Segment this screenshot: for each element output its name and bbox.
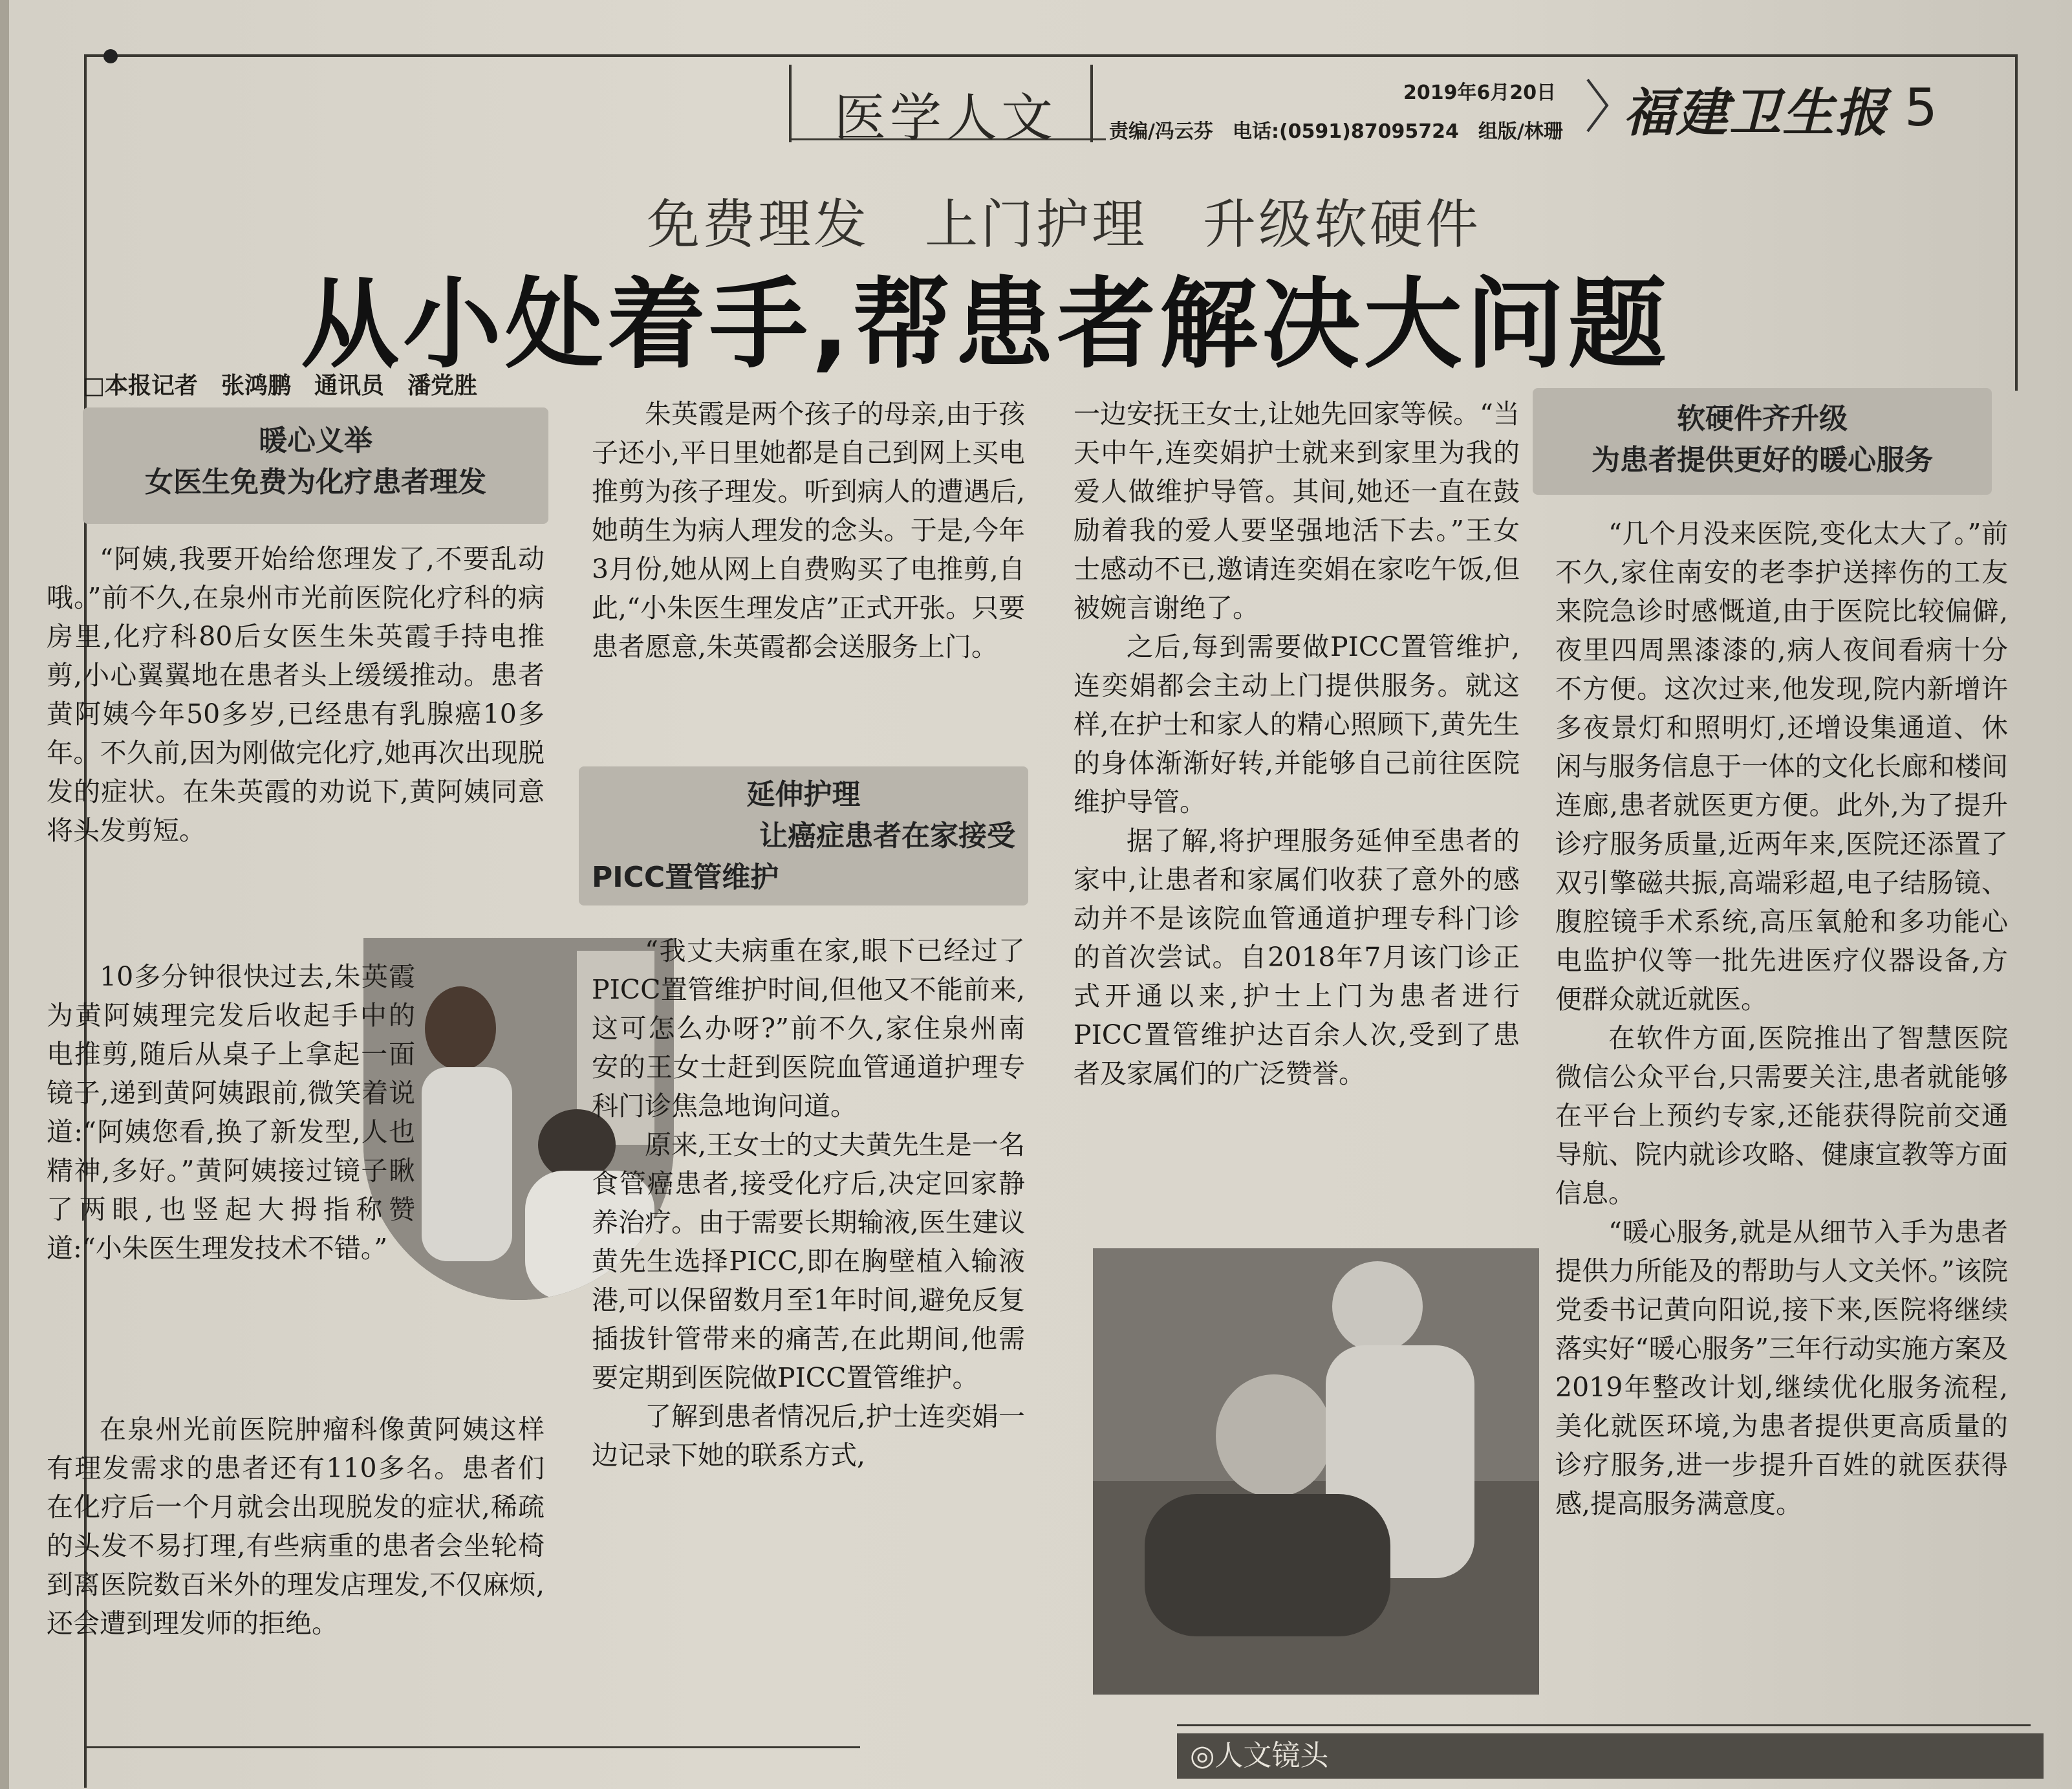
bottom-rule-right bbox=[1177, 1724, 2031, 1726]
column-1-wrap bbox=[47, 957, 415, 1268]
frame-right-line bbox=[2015, 54, 2018, 391]
subtitle-box-1 bbox=[83, 407, 548, 524]
nurse-photo-shapes bbox=[1093, 1248, 1539, 1695]
col3-paragraph-3: 据了解,将护理服务延伸至患者的家中,让患者和家属们收获了意外的感动并不是该院血管通道护理专科门诊的首次尝试。自2018年7月该门诊正式开通以来,护士上门为患者进行PICC置管维护达百余人次,受到了患者及家属们的广泛赞誉。 bbox=[1074, 825, 1520, 1089]
photo-nurse-home-care bbox=[1093, 1248, 1539, 1695]
footer-section-label: ◎人文镜头 bbox=[1177, 1733, 2044, 1779]
subtitle-1-line1: 暖心义举 bbox=[259, 424, 372, 457]
subtitle-box-3 bbox=[1533, 388, 1992, 495]
subtitle-2-line2: 让癌症患者在家接受 bbox=[759, 819, 1015, 852]
col2-paragraph-1: 朱英霞是两个孩子的母亲,由于孩子还小,平日里她都是自己到网上买电推剪为孩子理发。听到病人的遭遇后,她萌生为病人理发的念头。于是,今年3月份,她从网上自费购买了电推剪,自此,“小朱医生理发店”正式开张。只要患者愿意,朱英霞都会送服务上门。 bbox=[592, 398, 1025, 662]
col2-paragraph-3: 原来,王女士的丈夫黄先生是一名食管癌患者,接受化疗后,决定回家静养治疗。由于需要长期输液,医生建议黄先生选择PICC,即在胸壁植入输液港,可以保留数月至1年时间,避免反复插拔针管带来的痛苦,在此期间,他需要定期到医院做PICC置管维护。 bbox=[592, 1129, 1025, 1393]
subtitle-3-line2: 为患者提供更好的暖心服务 bbox=[1592, 444, 1933, 477]
issue-date: 2019年6月20日 bbox=[1403, 81, 1557, 104]
header-divider-left bbox=[789, 65, 792, 142]
col4-paragraph-2: 在软件方面,医院推出了智慧医院微信公众平台,只需要关注,患者就能够在平台上预约专家,还能获得院前交通导航、院内就诊攻略、健康宣教等方面信息。 bbox=[1555, 1023, 2008, 1209]
article-subheading: 免费理发 上门护理 升级软硬件 bbox=[647, 194, 1482, 255]
column-1 bbox=[47, 539, 545, 850]
column-4 bbox=[1555, 514, 2008, 1523]
subtitle-box-2 bbox=[579, 766, 1028, 905]
page-number: 5 bbox=[1905, 78, 1937, 138]
header-chevron bbox=[1584, 76, 1610, 135]
header-divider-right bbox=[1090, 65, 1093, 142]
frame-top-line bbox=[84, 54, 2018, 57]
col2-paragraph-2: “我丈夫病重在家,眼下已经过了PICC置管维护时间,但他又不能前来,这可怎么办呀?”前不久,家住泉州南安的王女士赶到医院血管通道护理专科门诊焦急地询问道。 bbox=[592, 935, 1025, 1122]
col1-paragraph-3: 在泉州光前医院肿瘤科像黄阿姨这样有理发需求的患者还有110多名。患者们在化疗后一个月就会出现脱发的症状,稀疏的头发不易打理,有些病重的患者会坐轮椅到离医院数百米外的理发店理发,不仅麻烦,还会遭到理发师的拒绝。 bbox=[47, 1414, 545, 1639]
col2-paragraph-4: 了解到患者情况后,护士连奕娟一边记录下她的联系方式, bbox=[592, 1401, 1025, 1471]
col3-paragraph-2: 之后,每到需要做PICC置管维护,连奕娟都会主动上门提供服务。就这样,在护士和家人的精心照顾下,黄先生的身体渐渐好转,并能够自己前往医院维护导管。 bbox=[1074, 631, 1520, 818]
col4-paragraph-3: “暖心服务,就是从细节入手为患者提供力所能及的帮助与人文关怀。”该院党委书记黄向阳说,接下来,医院将继续落实好“暖心服务”三年行动实施方案及2019年整改计划,继续优化服务流程,美化就医环境,为患者提供更高质量的诊疗服务,进一步提升百姓的就医获得感,提高服务满意度。 bbox=[1555, 1217, 2008, 1519]
col4-paragraph-1: “几个月没来医院,变化太大了。”前不久,家住南安的老李护送摔伤的工友来院急诊时感慨道,由于医院比较偏僻,夜里四周黑漆漆的,病人夜间看病十分不方便。这次过来,他发现,院内新增许多夜景灯和照明灯,还增设集通道、休闲与服务信息于一体的文化长廊和楼间连廊,患者就医更方便。此外,为了提升诊疗服务质量,近两年来,医院还添置了双引擎磁共振,高端彩超,电子结肠镜、腹腔镜手术系统,高压氧舱和多功能心电监护仪等一批先进医疗仪器设备,方便群众就近就医。 bbox=[1555, 518, 2008, 1015]
column-1-lower bbox=[47, 1410, 545, 1643]
header-bullet bbox=[103, 49, 118, 63]
column-2 bbox=[592, 395, 1025, 666]
subtitle-3-line1: 软硬件齐升级 bbox=[1677, 402, 1848, 435]
editor-credits: 责编/冯云芬 电话:(0591)87095724 组版/林珊 bbox=[1109, 120, 1563, 143]
col1-paragraph-1: “阿姨,我要开始给您理发了,不要乱动哦。”前不久,在泉州市光前医院化疗科的病房里,化疗科80后女医生朱英霞手持电推剪,小心翼翼地在患者头上缓缓推动。患者黄阿姨今年50多岁,已经患有乳腺癌10多年。不久前,因为刚做完化疗,她再次出现脱发的症状。在朱英霞的劝说下,黄阿姨同意将头发剪短。 bbox=[47, 543, 545, 846]
col3-paragraph-1: 一边安抚王女士,让她先回家等候。“当天中午,连奕娟护士就来到家里为我的爱人做维护导管。其间,她还一直在鼓励着我的爱人要坚强地活下去。”王女士感动不已,邀请连奕娟在家吃午饭,但被婉言谢绝了。 bbox=[1074, 398, 1520, 623]
section-title: 医学人文 bbox=[834, 88, 1057, 148]
column-2-lower bbox=[592, 931, 1025, 1475]
subtitle-2-line3: PICC置管维护 bbox=[592, 861, 779, 894]
bottom-rule-left bbox=[84, 1746, 860, 1748]
newspaper-masthead: 福建卫生报 bbox=[1623, 82, 1888, 143]
subtitle-2-line1: 延伸护理 bbox=[746, 778, 861, 811]
subtitle-1-line2: 女医生免费为化疗患者理发 bbox=[145, 466, 486, 499]
col1-paragraph-2: 10多分钟很快过去,朱英霞为黄阿姨理完发后收起手中的电推剪,随后从桌子上拿起一面镜子,递到黄阿姨跟前,微笑着说道:“阿姨您看,换了新发型,人也精神,多好。”黄阿姨接过镜子瞅了两眼,也竖起大拇指称赞道:“小朱医生理发技术不错。” bbox=[47, 961, 415, 1264]
article-headline: 从小处着手,帮患者解决大问题 bbox=[301, 267, 1670, 382]
column-3 bbox=[1074, 395, 1520, 1093]
byline: □本报记者 张鸿鹏 通讯员 潘党胜 bbox=[83, 373, 478, 399]
